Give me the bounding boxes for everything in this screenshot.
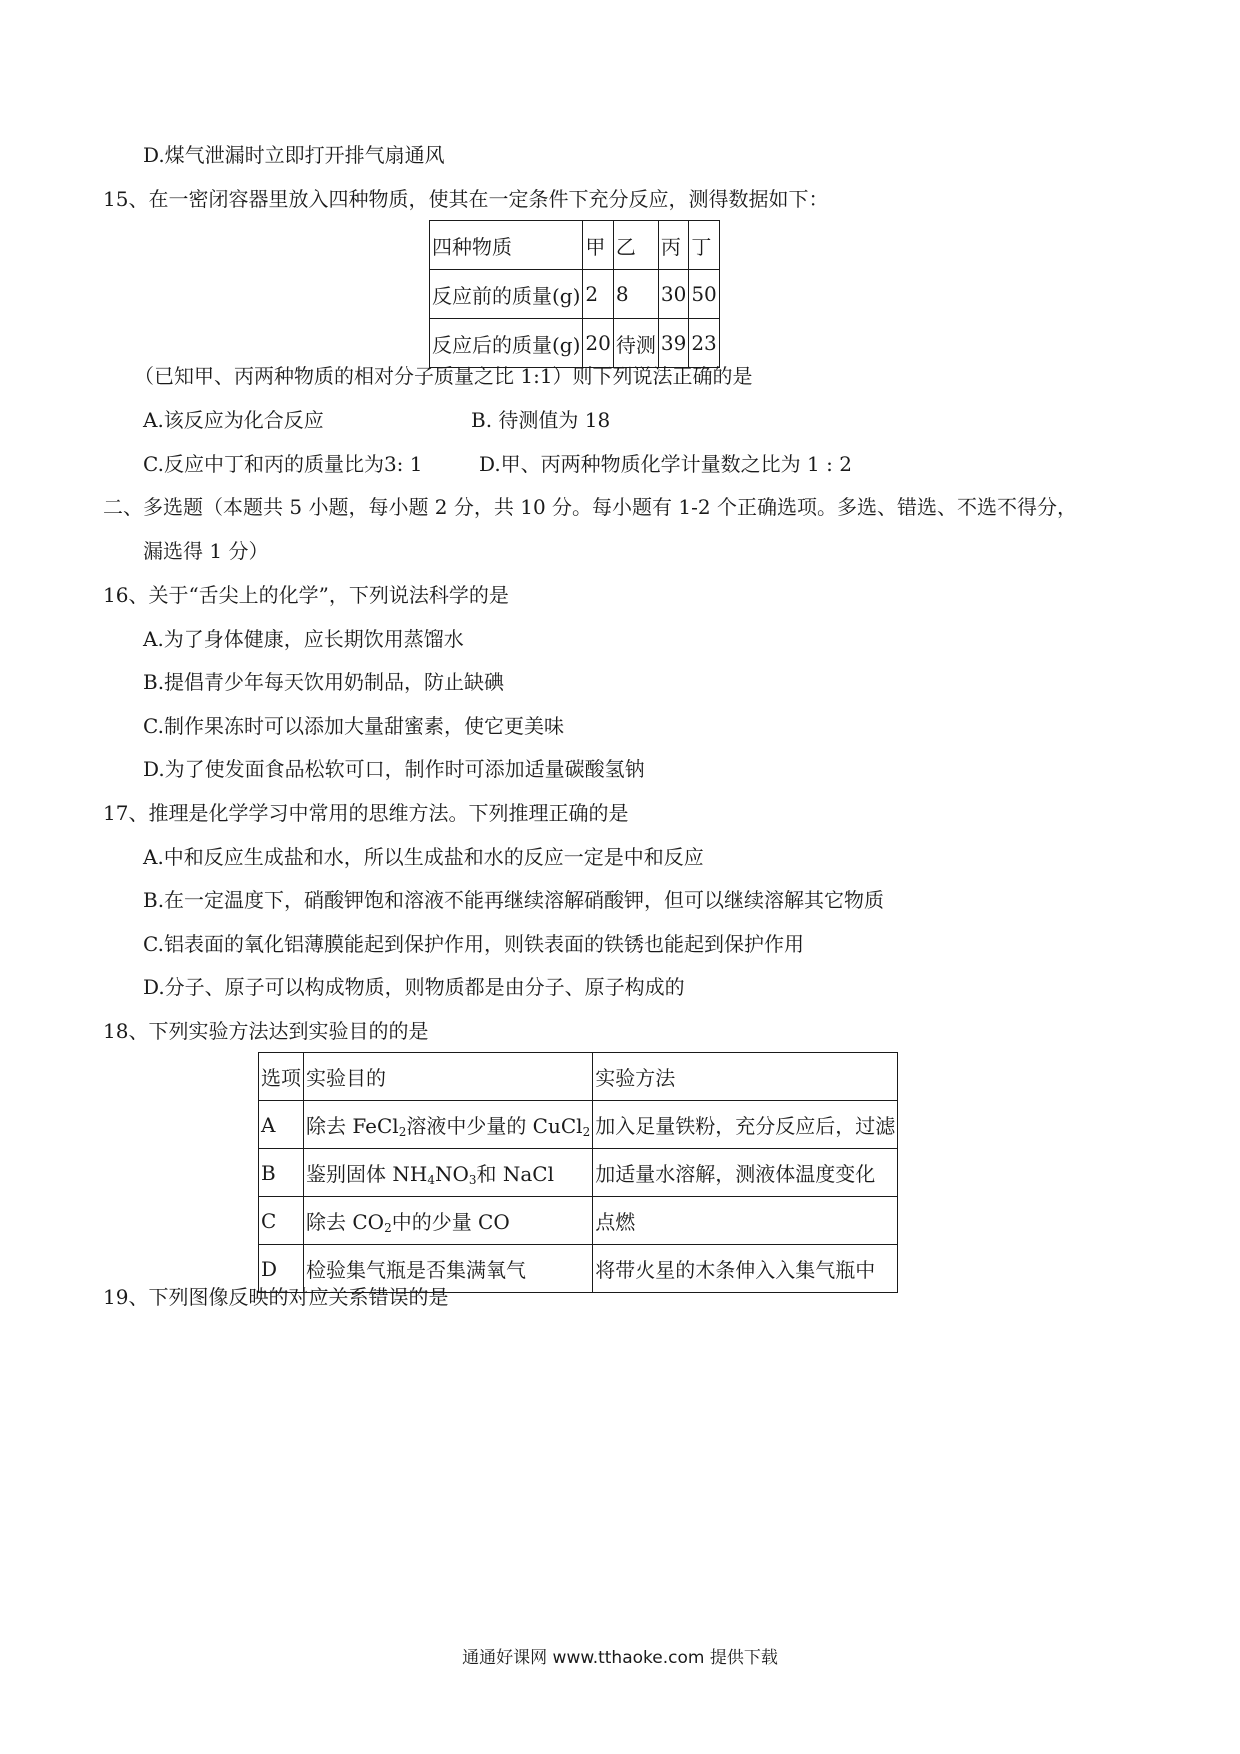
table-cell: 点燃 (593, 1197, 898, 1245)
q15-stem: 15、在一密闭容器里放入四种物质，使其在一定条件下充分反应，测得数据如下： (103, 187, 829, 211)
table-header-cell: 实验目的 (304, 1053, 593, 1101)
table-header-cell: 乙 (613, 221, 658, 270)
table-cell: 30 (658, 270, 688, 319)
q16-option-a: A.为了身体健康，应长期饮用蒸馏水 (143, 627, 464, 651)
table-cell: 8 (613, 270, 658, 319)
table-cell: B (259, 1149, 304, 1197)
table-cell: 20 (583, 319, 613, 368)
q15-option-b: B. 待测值为 18 (471, 408, 611, 432)
table-header-cell: 甲 (583, 221, 613, 270)
table-cell: 除去 $CO_2$中的少量 CO (304, 1197, 593, 1245)
table-cell: D (259, 1245, 304, 1293)
table-row (259, 1197, 898, 1245)
table-cell: 39 (658, 319, 688, 368)
section2-heading: 二、多选题（本题共 5 小题，每小题 2 分，共 10 分。每小题有 1-2 个正确选项。多选、错选、不选不得分， (103, 495, 1077, 519)
q16-stem: 16、关于“舌尖上的化学”，下列说法科学的是 (103, 583, 509, 607)
table-header-cell: 丙 (658, 221, 688, 270)
table-cell: 2 (583, 270, 613, 319)
q17-option-a: A.中和反应生成盐和水，所以生成盐和水的反应一定是中和反应 (143, 845, 704, 869)
table-cell: 鉴别固体 $NH_4NO_3$和 NaCl (304, 1149, 593, 1197)
q17-stem: 17、推理是化学学习中常用的思维方法。下列推理正确的是 (103, 801, 629, 825)
table-cell: 加入足量铁粉，充分反应后，过滤 (593, 1101, 898, 1149)
table-cell: 将带火星的木条伸入入集气瓶中 (593, 1245, 898, 1293)
q17-option-c: C.铝表面的氧化铝薄膜能起到保护作用，则铁表面的铁锈也能起到保护作用 (143, 932, 804, 956)
table-cell: 反应前的质量(g) (430, 270, 583, 319)
table-row (259, 1149, 898, 1197)
q16-option-b: B.提倡青少年每天饮用奶制品，防止缺碘 (143, 670, 505, 694)
q19-stem: 19、下列图像反映的对应关系错误的是 (103, 1285, 449, 1309)
section2-heading-cont: 漏选得 1 分） (143, 539, 269, 563)
table-cell: C (259, 1197, 304, 1245)
q16-option-d: D.为了使发面食品松软可口，制作时可添加适量碳酸氢钠 (143, 757, 645, 781)
table-row (259, 1053, 898, 1101)
table-cell: 检验集气瓶是否集满氧气 (304, 1245, 593, 1293)
table-row (430, 221, 720, 270)
table-header-cell: 选项 (259, 1053, 304, 1101)
page-footer: 通通好课网 www.tthaoke.com 提供下载 (462, 1648, 778, 1668)
table-cell: 除去 FeCl$_2$溶液中少量的 CuCl$_2$ (304, 1101, 593, 1149)
q15-option-a: A.该反应为化合反应 (143, 408, 324, 432)
table-row (430, 270, 720, 319)
table-cell: 加适量水溶解，测液体温度变化 (593, 1149, 898, 1197)
q18-stem: 18、下列实验方法达到实验目的的是 (103, 1019, 429, 1043)
q17-option-d: D.分子、原子可以构成物质，则物质都是由分子、原子构成的 (143, 975, 685, 999)
q15-option-d: D.甲、丙两种物质化学计量数之比为 1 : 2 (479, 452, 852, 476)
table-cell: 50 (689, 270, 719, 319)
table-header-cell: 实验方法 (593, 1053, 898, 1101)
q16-option-c: C.制作果冻时可以添加大量甜蜜素，使它更美味 (143, 714, 564, 738)
table-row (430, 319, 720, 368)
table-cell: 待测 (613, 319, 658, 368)
q18-experiment-table (258, 1052, 898, 1293)
q17-option-b: B.在一定温度下，硝酸钾饱和溶液不能再继续溶解硝酸钾，但可以继续溶解其它物质 (143, 888, 885, 912)
table-cell: 23 (689, 319, 719, 368)
q15-mass-table (429, 220, 720, 368)
table-header-cell: 丁 (689, 221, 719, 270)
table-cell: 反应后的质量(g) (430, 319, 583, 368)
table-header-cell: 四种物质 (430, 221, 583, 270)
q14-option-d: D.煤气泄漏时立即打开排气扇通风 (143, 143, 445, 167)
q15-note: （已知甲、丙两种物质的相对分子质量之比 1:1）则下列说法正确的是 (134, 364, 753, 388)
q15-option-c: C.反应中丁和丙的质量比为3: 1 (143, 452, 423, 476)
table-row (259, 1101, 898, 1149)
table-cell: A (259, 1101, 304, 1149)
